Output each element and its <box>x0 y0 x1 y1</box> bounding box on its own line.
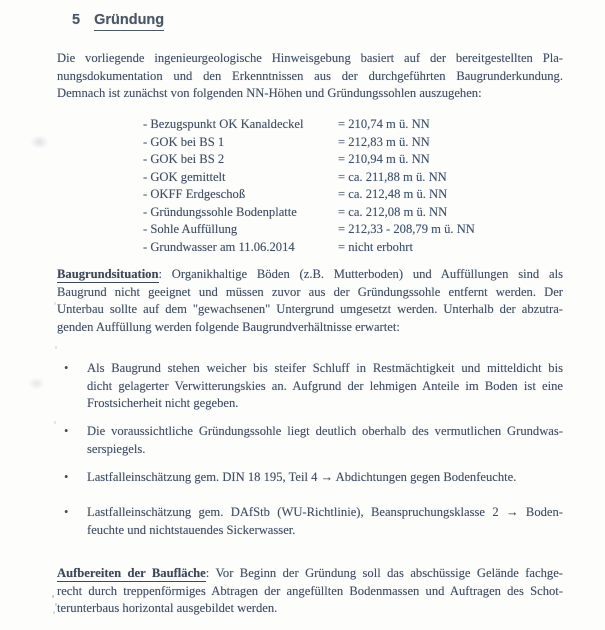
paragraph-line: Die voraussichtliche Gründungssohle liegt deutlich oberhalb des vermutlichen Grundwas- <box>87 424 563 438</box>
paragraph-line <box>57 266 563 284</box>
bullet-text <box>87 469 563 487</box>
bullet-text <box>87 360 563 413</box>
aufbereiten-paragraph <box>57 565 563 618</box>
baugrundsituation-paragraph <box>57 266 563 336</box>
scan-smudge <box>28 377 45 390</box>
bullet-icon: • <box>64 470 69 484</box>
elevation-label: - GOK bei BS 2 <box>143 152 225 166</box>
elevation-row <box>143 221 563 239</box>
scan-speck <box>54 421 56 424</box>
paragraph-line: terunterbaus horizontal ausgebildet werden. <box>57 601 278 615</box>
bullet-icon: • <box>64 361 69 375</box>
section-number: 5 <box>72 12 81 28</box>
paragraph-line: serspiegels. <box>87 441 146 456</box>
elevation-label: - Bezugspunkt OK Kanaldeckel <box>143 117 304 131</box>
paragraph-line: Lastfalleinschätzung gem. DIN 18 195, Teil 4 → Abdichtungen gegen Bodenfeuchte. <box>87 470 517 484</box>
paragraph-text: : Vor Beginn der Gründung soll das abschüssige Gelände fachge- <box>205 566 563 580</box>
paragraph-line: Frostsicherheit nicht gegeben. <box>87 396 239 410</box>
elevation-value: = 210,94 m ü. NN <box>338 152 430 166</box>
bullet-text <box>87 504 563 539</box>
paragraph-line: Demnach ist zunächst von folgenden NN-Höhen und Gründungssohlen auszugehen: <box>57 86 482 100</box>
elevation-row <box>143 134 563 152</box>
paragraph-line: nungsdokumentation und den Erkenntnissen aus der durchgeführten Baugrunderkundung. <box>57 68 563 83</box>
bullet-item-baugrund-schluff <box>57 360 563 413</box>
section-title: Gründung <box>94 12 164 31</box>
elevation-value: = ca. 211,88 m ü. NN <box>338 169 447 184</box>
intro-paragraph <box>57 50 563 103</box>
elevation-label: - Gründungssohle Bodenplatte <box>143 204 297 219</box>
elevation-value: = 210,74 m ü. NN <box>338 117 430 131</box>
paragraph-line: recht durch treppenförmiges Abtragen der angefüllten Bodenmassen und Auftragen des Schot- <box>57 583 563 598</box>
paragraph-line: feuchte und nichtstauendes Sickerwasser. <box>87 522 296 537</box>
bullet-item-gruendungssohle <box>57 423 563 458</box>
paragraph-line: Lastfalleinschätzung gem. DAfStb (WU-Richtlinie), Beanspruchungsklasse 2 → Boden- <box>87 505 563 519</box>
scan-speck <box>52 595 54 598</box>
scan-speck <box>54 302 56 305</box>
elevation-value: = 212,33 - 208,79 m ü. NN <box>338 222 475 236</box>
elevation-row <box>143 151 563 169</box>
scan-speck <box>53 611 55 614</box>
paragraph-line: Baugrund nicht geeignet und müssen zuvor aus der Gründungssohle entfernt werden. Der <box>57 284 563 299</box>
elevation-label: - GOK bei BS 1 <box>143 134 225 149</box>
paragraph-line: Die vorliegende ingenieurgeologische Hinweisgebung basiert auf der bereitgestellten Pla- <box>57 51 563 65</box>
scan-speck <box>55 346 57 349</box>
paragraph-line: genden Auffüllung werden folgende Baugrundverhältnisse erwartet: <box>57 319 400 334</box>
baugrundsituation-lead: Baugrundsituation <box>57 267 159 281</box>
elevation-value: = 212,83 m ü. NN <box>338 134 430 149</box>
paragraph-text: : Organikhaltige Böden (z.B. Mutterboden) und Auffüllungen sind als <box>158 267 563 281</box>
elevation-list <box>143 116 563 256</box>
elevation-row <box>143 169 563 187</box>
elevation-value: = ca. 212,08 m ü. NN <box>338 204 448 219</box>
paragraph-line: dicht gelagerter Verwitterungskies an. Aufgrund der lehmigen Anteile im Boden ist eine <box>87 378 563 393</box>
elevation-row <box>143 186 563 204</box>
paragraph-line: Unterbau sollte auf dem "gewachsenen" Untergrund umgesetzt werden. Unterhalb der abzutra- <box>57 302 563 316</box>
bullet-item-din18195 <box>57 469 563 487</box>
bullet-icon: • <box>64 424 69 438</box>
aufbereiten-lead: Aufbereiten der Baufläche <box>57 566 206 580</box>
elevation-row <box>143 116 563 134</box>
bullet-text <box>87 423 563 458</box>
bullet-item-dafstb <box>57 504 563 539</box>
section-heading <box>72 12 164 31</box>
elevation-row <box>143 204 563 222</box>
paragraph-line <box>57 565 563 583</box>
paragraph-line: Als Baugrund stehen weicher bis steifer Schluff in Restmächtigkeit und mitteldicht bis <box>87 361 563 375</box>
elevation-label: - Sohle Auffüllung <box>143 222 238 236</box>
bullet-icon: • <box>64 505 69 519</box>
elevation-label: - OKFF Erdgeschoß <box>143 187 246 201</box>
elevation-label: - Grundwasser am 11.06.2014 <box>143 239 295 254</box>
scan-smudge <box>30 135 49 149</box>
elevation-row <box>143 239 563 257</box>
elevation-label: - GOK gemittelt <box>143 169 226 184</box>
elevation-value: = ca. 212,48 m ü. NN <box>338 187 448 201</box>
elevation-value: = nicht erbohrt <box>338 239 413 254</box>
